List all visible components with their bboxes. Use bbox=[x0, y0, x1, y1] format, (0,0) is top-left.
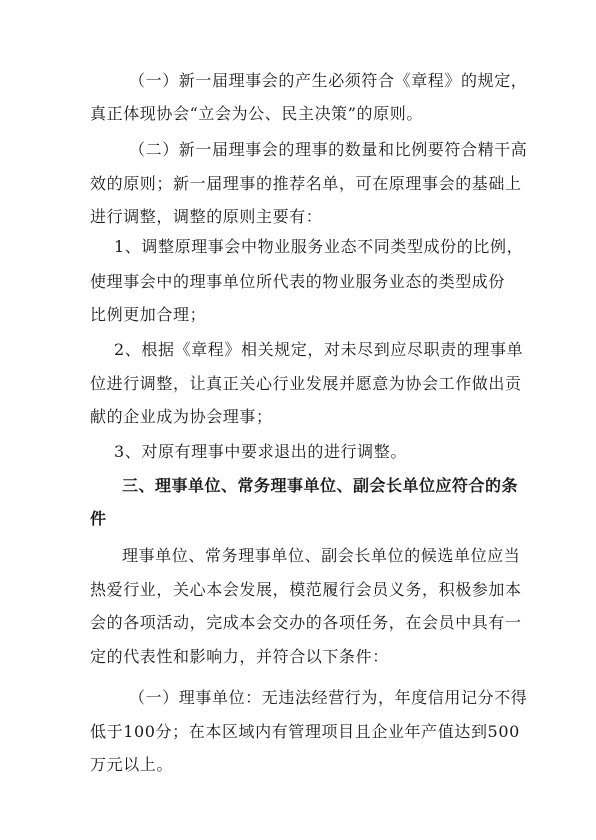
list-item-line: 献的企业成为协会理事； bbox=[90, 407, 273, 426]
paragraph-line: 真正体现协会“立会为公、民主决策”的原则。 bbox=[90, 104, 423, 123]
list-item-line: 1、调整原理事会中物业服务业态不同类型成份的比例， bbox=[114, 237, 524, 256]
paragraph-line: （一）理事单位：无违法经营行为，年度信用记分不得 bbox=[129, 688, 528, 707]
section-heading: 件 bbox=[90, 509, 107, 528]
paragraph-line: 进行调整，调整的原则主要有： bbox=[90, 207, 323, 226]
paragraph-line: （一）新一届理事会的产生必须符合《章程》的规定， bbox=[129, 71, 528, 90]
paragraph-line: 会的各项活动，完成本会交办的各项任务，在会员中具有一 bbox=[90, 613, 522, 632]
paragraph-line: 热爱行业，关心本会发展，模范履行会员义务，积极参加本 bbox=[90, 580, 522, 599]
paragraph-line: 万元以上。 bbox=[90, 755, 174, 774]
paragraph-line: 低于100分；在本区域内有管理项目且企业年产值达到500 bbox=[90, 722, 520, 741]
paragraph-line: （二）新一届理事会的理事的数量和比例要符合精干高 bbox=[129, 140, 528, 159]
section-heading: 三、理事单位、常务理事单位、副会长单位应符合的条 bbox=[122, 476, 519, 495]
paragraph-line: 定的代表性和影响力，并符合以下条件： bbox=[90, 647, 389, 666]
list-item-line: 使理事会中的理事单位所代表的物业服务业态的类型成份 bbox=[90, 272, 506, 291]
paragraph-line: 理事单位、常务理事单位、副会长单位的候选单位应当 bbox=[122, 546, 521, 565]
paragraph-line: 效的原则；新一届理事的推荐名单，可在原理事会的基础上 bbox=[90, 174, 522, 193]
list-item-line: 比例更加合理； bbox=[90, 305, 207, 324]
list-item-line: 2、根据《章程》相关规定，对未尽到应尽职责的理事单 bbox=[114, 340, 524, 359]
list-item-line: 位进行调整，让真正关心行业发展并愿意为协会工作做出贡 bbox=[90, 374, 522, 393]
list-item-line: 3、对原有理事中要求退出的进行调整。 bbox=[114, 442, 407, 461]
